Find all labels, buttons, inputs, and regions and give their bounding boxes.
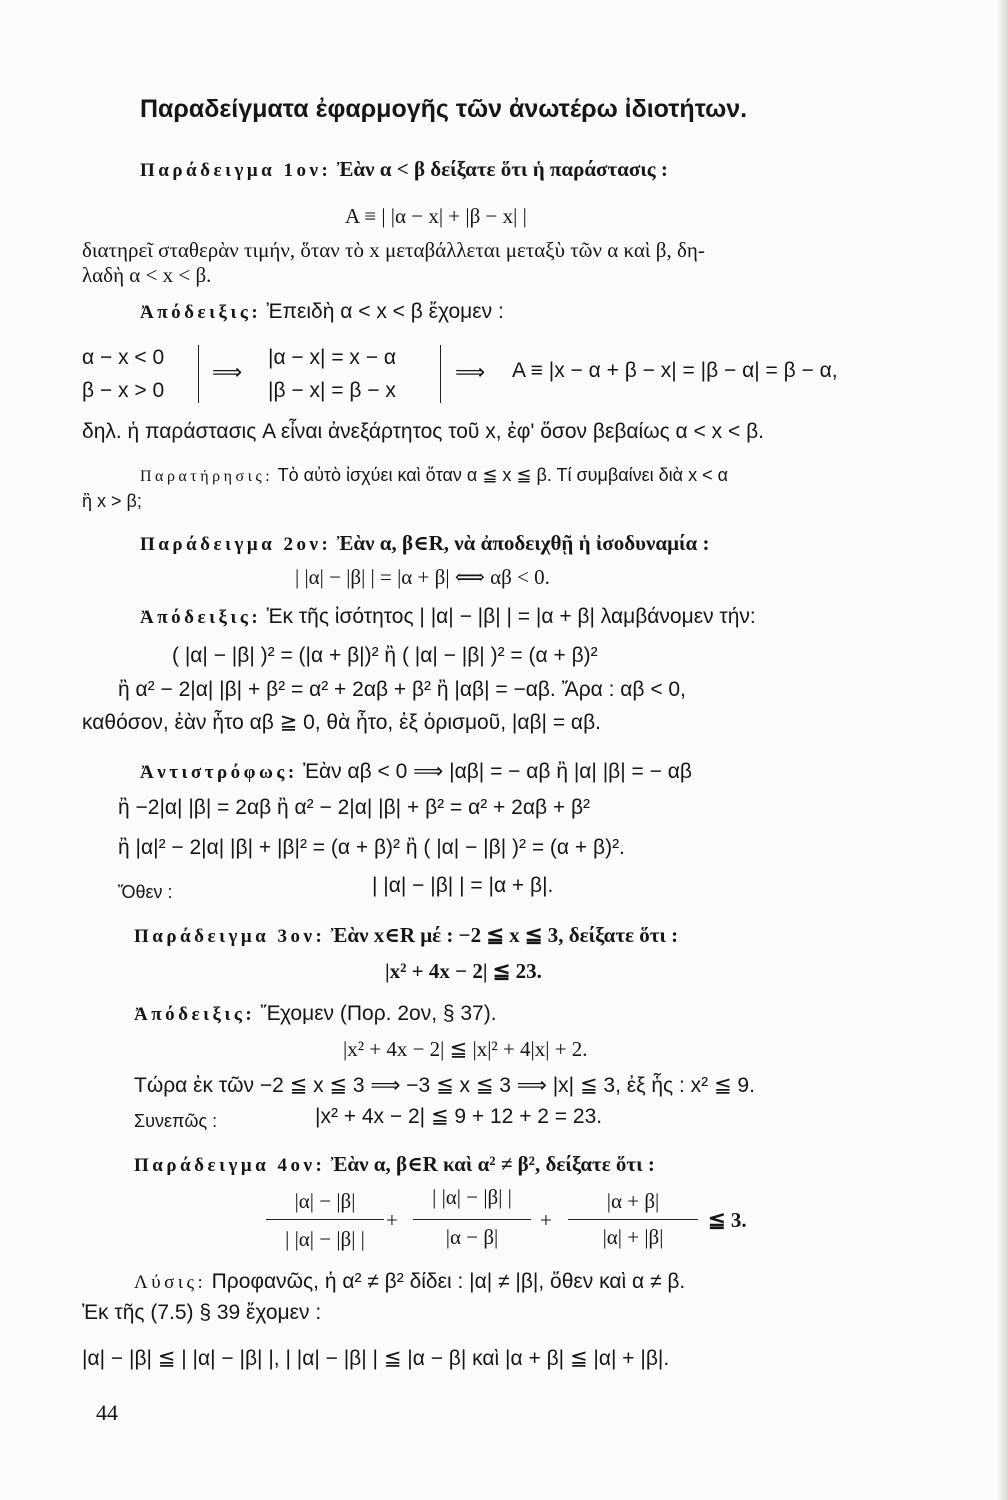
page-edge-shadow bbox=[998, 0, 1008, 1500]
example-3-statement: Ἐὰν x∈R μέ : −2 ≦ x ≦ 3, δείξατε ὅτι : bbox=[330, 923, 679, 947]
example-2-heading bbox=[140, 530, 709, 558]
proof-label-2: Ἀπόδειξις: bbox=[140, 607, 262, 628]
condition-2: β − x > 0 bbox=[82, 379, 165, 402]
fraction-1-bar bbox=[266, 1219, 384, 1220]
abs-value-2: |β − x| = β − x bbox=[268, 379, 396, 402]
remark-text-2: ἢ x > β; bbox=[82, 491, 142, 511]
solution-inequalities: |α| − |β| ≦ | |α| − |β| |, | |α| − |β| | ≦ |α − β| καὶ |α + β| ≦ |α| + |β|. bbox=[82, 1347, 670, 1370]
converse-step-1: ἢ −2|α| |β| = 2αβ ἢ α² − 2|α| |β| + β² = α² + 2αβ + β² bbox=[118, 796, 591, 819]
example-1-heading bbox=[140, 156, 668, 184]
example-2-formula: | |α| − |β| | = |α + β| ⟺ αβ < 0. bbox=[295, 565, 550, 589]
solution-label: Λύσις: bbox=[134, 1272, 207, 1293]
hence-label: Ὅθεν : bbox=[118, 882, 173, 902]
example-3-formula: |x² + 4x − 2| ≦ 23. bbox=[385, 959, 542, 983]
abs-value-bar bbox=[440, 345, 441, 403]
fraction-3-bar bbox=[568, 1219, 698, 1220]
example-1-conclusion: δηλ. ἡ παράστασις A εἶναι ἀνεξάρτητος τοῦ x, ἐφ' ὅσον βεβαίως α < x < β. bbox=[82, 420, 764, 443]
converse-label: Ἀντιστρόφως: bbox=[140, 762, 298, 783]
abs-value-1: |α − x| = x − α bbox=[268, 346, 396, 369]
example-4-statement: Ἐὰν α, β∈R καὶ α² ≠ β², δείξατε ὅτι : bbox=[330, 1152, 655, 1176]
inequality-rhs: ≦ 3. bbox=[708, 1208, 747, 1232]
fraction-3-numerator: |α + β| bbox=[606, 1189, 660, 1213]
example-3-step-3: |x² + 4x − 2| ≦ 9 + 12 + 2 = 23. bbox=[315, 1105, 603, 1128]
implies-arrow-1: ⟹ bbox=[212, 361, 243, 384]
fraction-1-denominator: | |α| − |β| | bbox=[285, 1227, 365, 1251]
proof-text-3: Ἔχομεν (Πορ. 2ον, § 37). bbox=[260, 1002, 497, 1025]
example-1-result: A ≡ |x − α + β − x| = |β − α| = β − α, bbox=[512, 359, 838, 382]
solution bbox=[134, 1268, 685, 1296]
example-4-label: Παράδειγμα 4ον: bbox=[134, 1155, 326, 1176]
plus-sign-2: + bbox=[540, 1208, 552, 1232]
hence-formula: | |α| − |β| | = |α + β|. bbox=[372, 874, 554, 897]
example-1-text-2: λαδὴ α < x < β. bbox=[82, 263, 212, 287]
example-3-heading bbox=[134, 922, 678, 950]
example-1-label: Παράδειγμα 1ον: bbox=[140, 160, 332, 181]
converse-text: Ἐὰν αβ < 0 ⟹ |αβ| = − αβ ἢ |α| |β| = − αβ bbox=[302, 760, 692, 783]
fraction-1-numerator: |α| − |β| bbox=[294, 1189, 356, 1213]
example-3-step-3-label: Συνεπῶς : bbox=[134, 1111, 218, 1131]
example-4-heading bbox=[134, 1151, 655, 1179]
solution-text-2: Ἐκ τῆς (7.5) § 39 ἔχομεν : bbox=[82, 1301, 322, 1324]
example-2-eq-1: ( |α| − |β| )² = (|α + β|)² ἢ ( |α| − |β| )² = (α + β)² bbox=[172, 644, 598, 667]
example-1-formula: A ≡ | |α − x| + |β − x| | bbox=[345, 204, 527, 228]
condition-bar bbox=[198, 345, 199, 403]
fraction-2-denominator: |α − β| bbox=[445, 1225, 499, 1249]
example-2-proof bbox=[140, 603, 756, 631]
example-3-step-1: |x² + 4x − 2| ≦ |x|² + 4|x| + 2. bbox=[343, 1037, 588, 1061]
example-2-eq-2: ἢ α² − 2|α| |β| + β² = α² + 2αβ + β² ἢ |αβ| = −αβ. Ἄρα : αβ < 0, bbox=[118, 678, 686, 701]
proof-text-2: Ἐκ τῆς ἰσότητος | |α| − |β| | = |α + β| λαμβάνομεν τήν: bbox=[266, 605, 756, 628]
page-title: Παραδείγματα ἐφαρμογῆς τῶν ἀνωτέρω ἰδιοτήτων. bbox=[140, 95, 748, 123]
proof-label-3: Ἀπόδειξις: bbox=[134, 1004, 256, 1025]
solution-text: Προφανῶς, ἡ α² ≠ β² δίδει : |α| ≠ |β|, ὅθεν καὶ α ≠ β. bbox=[211, 1270, 686, 1293]
proof-label: Ἀπόδειξις: bbox=[140, 302, 262, 323]
example-1-text-1: διατηρεῖ σταθερὰν τιμήν, ὅταν τὸ x μεταβάλλεται μεταξὺ τῶν α καὶ β, δη- bbox=[82, 238, 705, 262]
converse bbox=[140, 758, 692, 786]
fraction-2-bar bbox=[413, 1219, 531, 1220]
fraction-3-denominator: |α| + |β| bbox=[602, 1225, 664, 1249]
proof-text: Ἐπειδὴ α < x < β ἔχομεν : bbox=[266, 300, 504, 323]
example-2-label: Παράδειγμα 2ον: bbox=[140, 534, 332, 555]
example-1-statement: Ἐὰν α < β δείξατε ὅτι ἡ παράστασις : bbox=[336, 157, 668, 181]
example-3-proof bbox=[134, 1000, 497, 1028]
remark-text: Τὸ αὐτὸ ἰσχύει καὶ ὅταν α ≦ x ≦ β. Τί συμβαίνει διὰ x < α bbox=[277, 465, 728, 485]
condition-1: α − x < 0 bbox=[82, 346, 165, 369]
example-3-label: Παράδειγμα 3ον: bbox=[134, 926, 326, 947]
remark-label: Παρατήρησις: bbox=[140, 468, 274, 485]
example-3-step-2: Τώρα ἐκ τῶν −2 ≦ x ≦ 3 ⟹ −3 ≦ x ≦ 3 ⟹ |x| ≦ 3, ἐξ ἧς : x² ≦ 9. bbox=[134, 1074, 755, 1097]
fraction-2-numerator: | |α| − |β| | bbox=[432, 1185, 512, 1209]
plus-sign-1: + bbox=[386, 1208, 398, 1232]
example-2-statement: Ἐὰν α, β∈R, νὰ ἀποδειχθῇ ἡ ἰσοδυναμία : bbox=[336, 531, 710, 555]
converse-step-2: ἢ |α|² − 2|α| |β| + |β|² = (α + β)² ἢ ( |α| − |β| )² = (α + β)². bbox=[118, 836, 625, 859]
example-1-proof bbox=[140, 298, 504, 326]
example-2-eq-3: καθόσον, ἐὰν ἦτο αβ ≧ 0, θὰ ἦτο, ἐξ ὁρισμοῦ, |αβ| = αβ. bbox=[82, 711, 601, 734]
page-number: 44 bbox=[96, 1400, 118, 1425]
remark bbox=[140, 462, 728, 490]
implies-arrow-2: ⟹ bbox=[455, 361, 486, 384]
